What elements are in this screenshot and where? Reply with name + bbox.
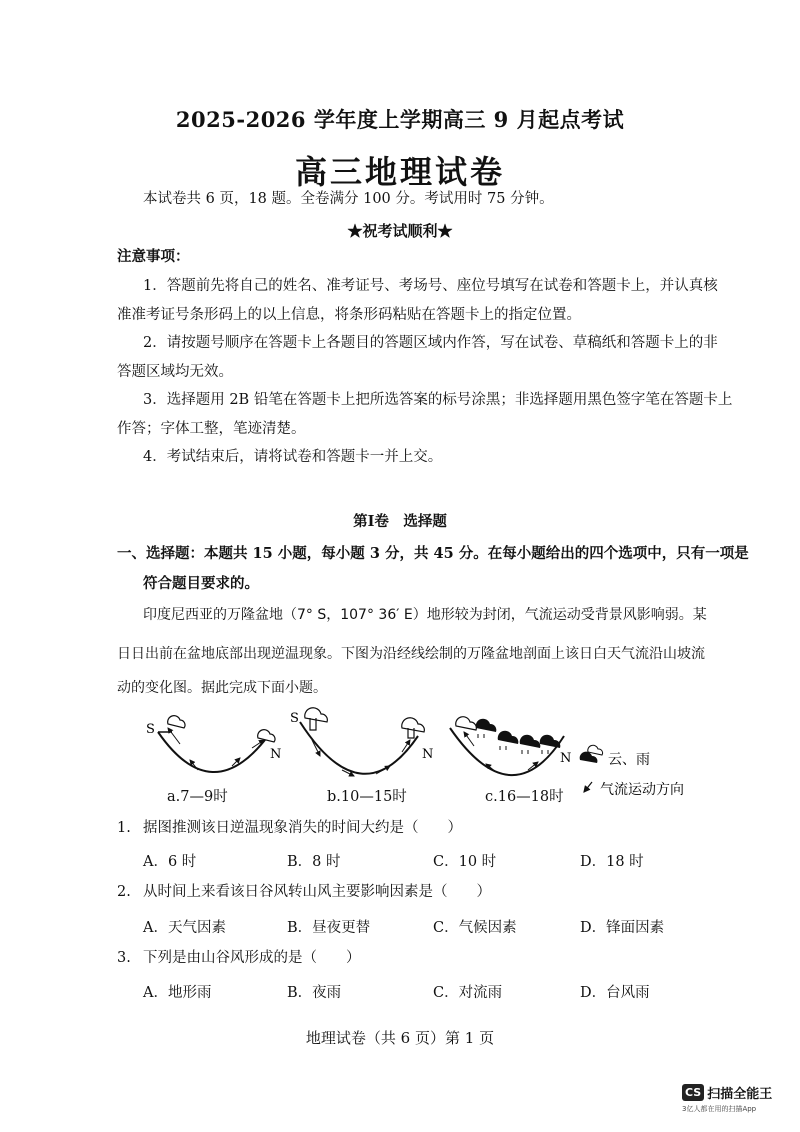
panel-a	[146, 716, 281, 772]
notice-item-1: 1．答题前先将自己的姓名、准考证号、考场号、座位号填写在试卷和答题卡上，并认真核	[143, 278, 718, 294]
panel-b-south-label: S	[290, 711, 299, 726]
passage-line-1: 印度尼西亚的万隆盆地（7° S，107° 36′ E）地形较为封闭，气流运动受背景风影响弱。某	[143, 607, 707, 623]
question-3-stem: 下列是由山谷风形成的是（ ）	[143, 950, 361, 966]
question-3-option-c[interactable]: C．对流雨	[433, 985, 503, 1001]
section-title: 第Ⅰ卷 选择题	[353, 513, 447, 530]
arrow-legend-icon	[584, 782, 592, 792]
section-instruction: 一、选择题：本题共 15 小题，每小题 3 分，共 45 分。在每小题给出的四个选项中，只有一项是	[117, 545, 749, 562]
panel-b-north-label: N	[422, 747, 434, 762]
question-1-option-c[interactable]: C．10 时	[433, 854, 497, 870]
panel-c	[450, 717, 571, 775]
section-instruction-cont: 符合题目要求的。	[143, 575, 259, 592]
scanner-watermark	[682, 1082, 792, 1114]
panel-c-caption: c.16—18时	[485, 789, 564, 805]
panel-a-caption: a.7—9时	[167, 789, 228, 805]
exam-info: 本试卷共 6 页，18 题。全卷满分 100 分。考试用时 75 分钟。	[143, 191, 554, 207]
rain-cloud-icon	[520, 735, 541, 748]
mushroom-cloud-icon	[305, 708, 328, 730]
rain-cloud-icon	[476, 719, 497, 732]
paper-title: 高三地理试卷	[294, 153, 505, 191]
question-3-option-b[interactable]: B．夜雨	[287, 985, 342, 1001]
question-2-option-b[interactable]: B．昼夜更替	[287, 920, 371, 936]
rain-cloud-icon	[498, 731, 519, 744]
page-footer: 地理试卷（共 6 页）第 1 页	[305, 1029, 495, 1047]
question-3-option-d[interactable]: D．台风雨	[580, 985, 650, 1001]
camscanner-logo-icon: CS	[682, 1084, 704, 1101]
panel-a-north-label: N	[270, 747, 282, 762]
mushroom-cloud-icon	[402, 718, 425, 738]
question-1-number: 1.	[117, 820, 131, 836]
panel-a-south-label: S	[146, 722, 155, 737]
notice-item-1-cont: 准准考证号条形码上的以上信息，将条形码粘贴在答题卡上的指定位置。	[117, 307, 581, 323]
legend-arrow-label: 气流运动方向	[600, 782, 684, 798]
legend	[580, 745, 684, 798]
question-1-option-b[interactable]: B．8 时	[287, 854, 341, 870]
notice-item-4: 4．考试结束后，请将试卷和答题卡一并上交。	[143, 449, 443, 465]
watermark-app-name: 扫描全能王	[707, 1087, 773, 1102]
question-1-option-d[interactable]: D．18 时	[580, 854, 644, 870]
fog-icon	[258, 730, 275, 742]
panel-b-caption: b.10—15时	[327, 789, 407, 805]
rain-cloud-icon	[540, 735, 561, 748]
question-3-number: 3.	[117, 950, 131, 966]
legend-cloud-label: 云、雨	[608, 752, 650, 768]
question-1-stem: 据图推测该日逆温现象消失的时间大约是（ ）	[143, 820, 462, 836]
question-2-option-a[interactable]: A．天气因素	[143, 920, 226, 936]
question-2-number: 2.	[117, 884, 131, 900]
question-2-option-c[interactable]: C．气候因素	[433, 920, 517, 936]
blessing: ★祝考试顺利★	[347, 222, 453, 240]
panel-b	[290, 708, 433, 776]
notice-item-3-cont: 作答；字体工整，笔迹清楚。	[117, 421, 306, 437]
panel-c-north-label: N	[560, 751, 572, 766]
watermark-slogan: 3亿人都在用的扫描App	[682, 1105, 757, 1113]
exam-title: 2025-2026 学年度上学期高三 9 月起点考试	[175, 107, 625, 132]
question-2-option-d[interactable]: D．锋面因素	[580, 920, 665, 936]
notice-item-2: 2．请按题号顺序在答题卡上各题目的答题区域内作答，写在试卷、草稿纸和答题卡上的非	[143, 335, 718, 351]
question-2-stem: 从时间上来看该日谷风转山风主要影响因素是（ ）	[143, 884, 491, 900]
notice-item-2-cont: 答题区域均无效。	[117, 364, 233, 380]
passage-line-3: 动的变化图。据此完成下面小题。	[117, 680, 327, 696]
rain-cloud-icon	[456, 717, 477, 730]
question-1-option-a[interactable]: A．6 时	[143, 854, 197, 870]
passage-line-2: 日日出前在盆地底部出现逆温现象。下图为沿经线绘制的万隆盆地剖面上该日白天气流沿山坡流	[117, 646, 705, 662]
notice-item-3: 3．选择题用 2B 铅笔在答题卡上把所选答案的标号涂黑；非选择题用黑色签字笔在答题卡上	[143, 392, 733, 408]
fog-icon	[168, 716, 185, 728]
question-3-option-a[interactable]: A．地形雨	[143, 985, 212, 1001]
notice-heading: 注意事项：	[117, 248, 190, 265]
